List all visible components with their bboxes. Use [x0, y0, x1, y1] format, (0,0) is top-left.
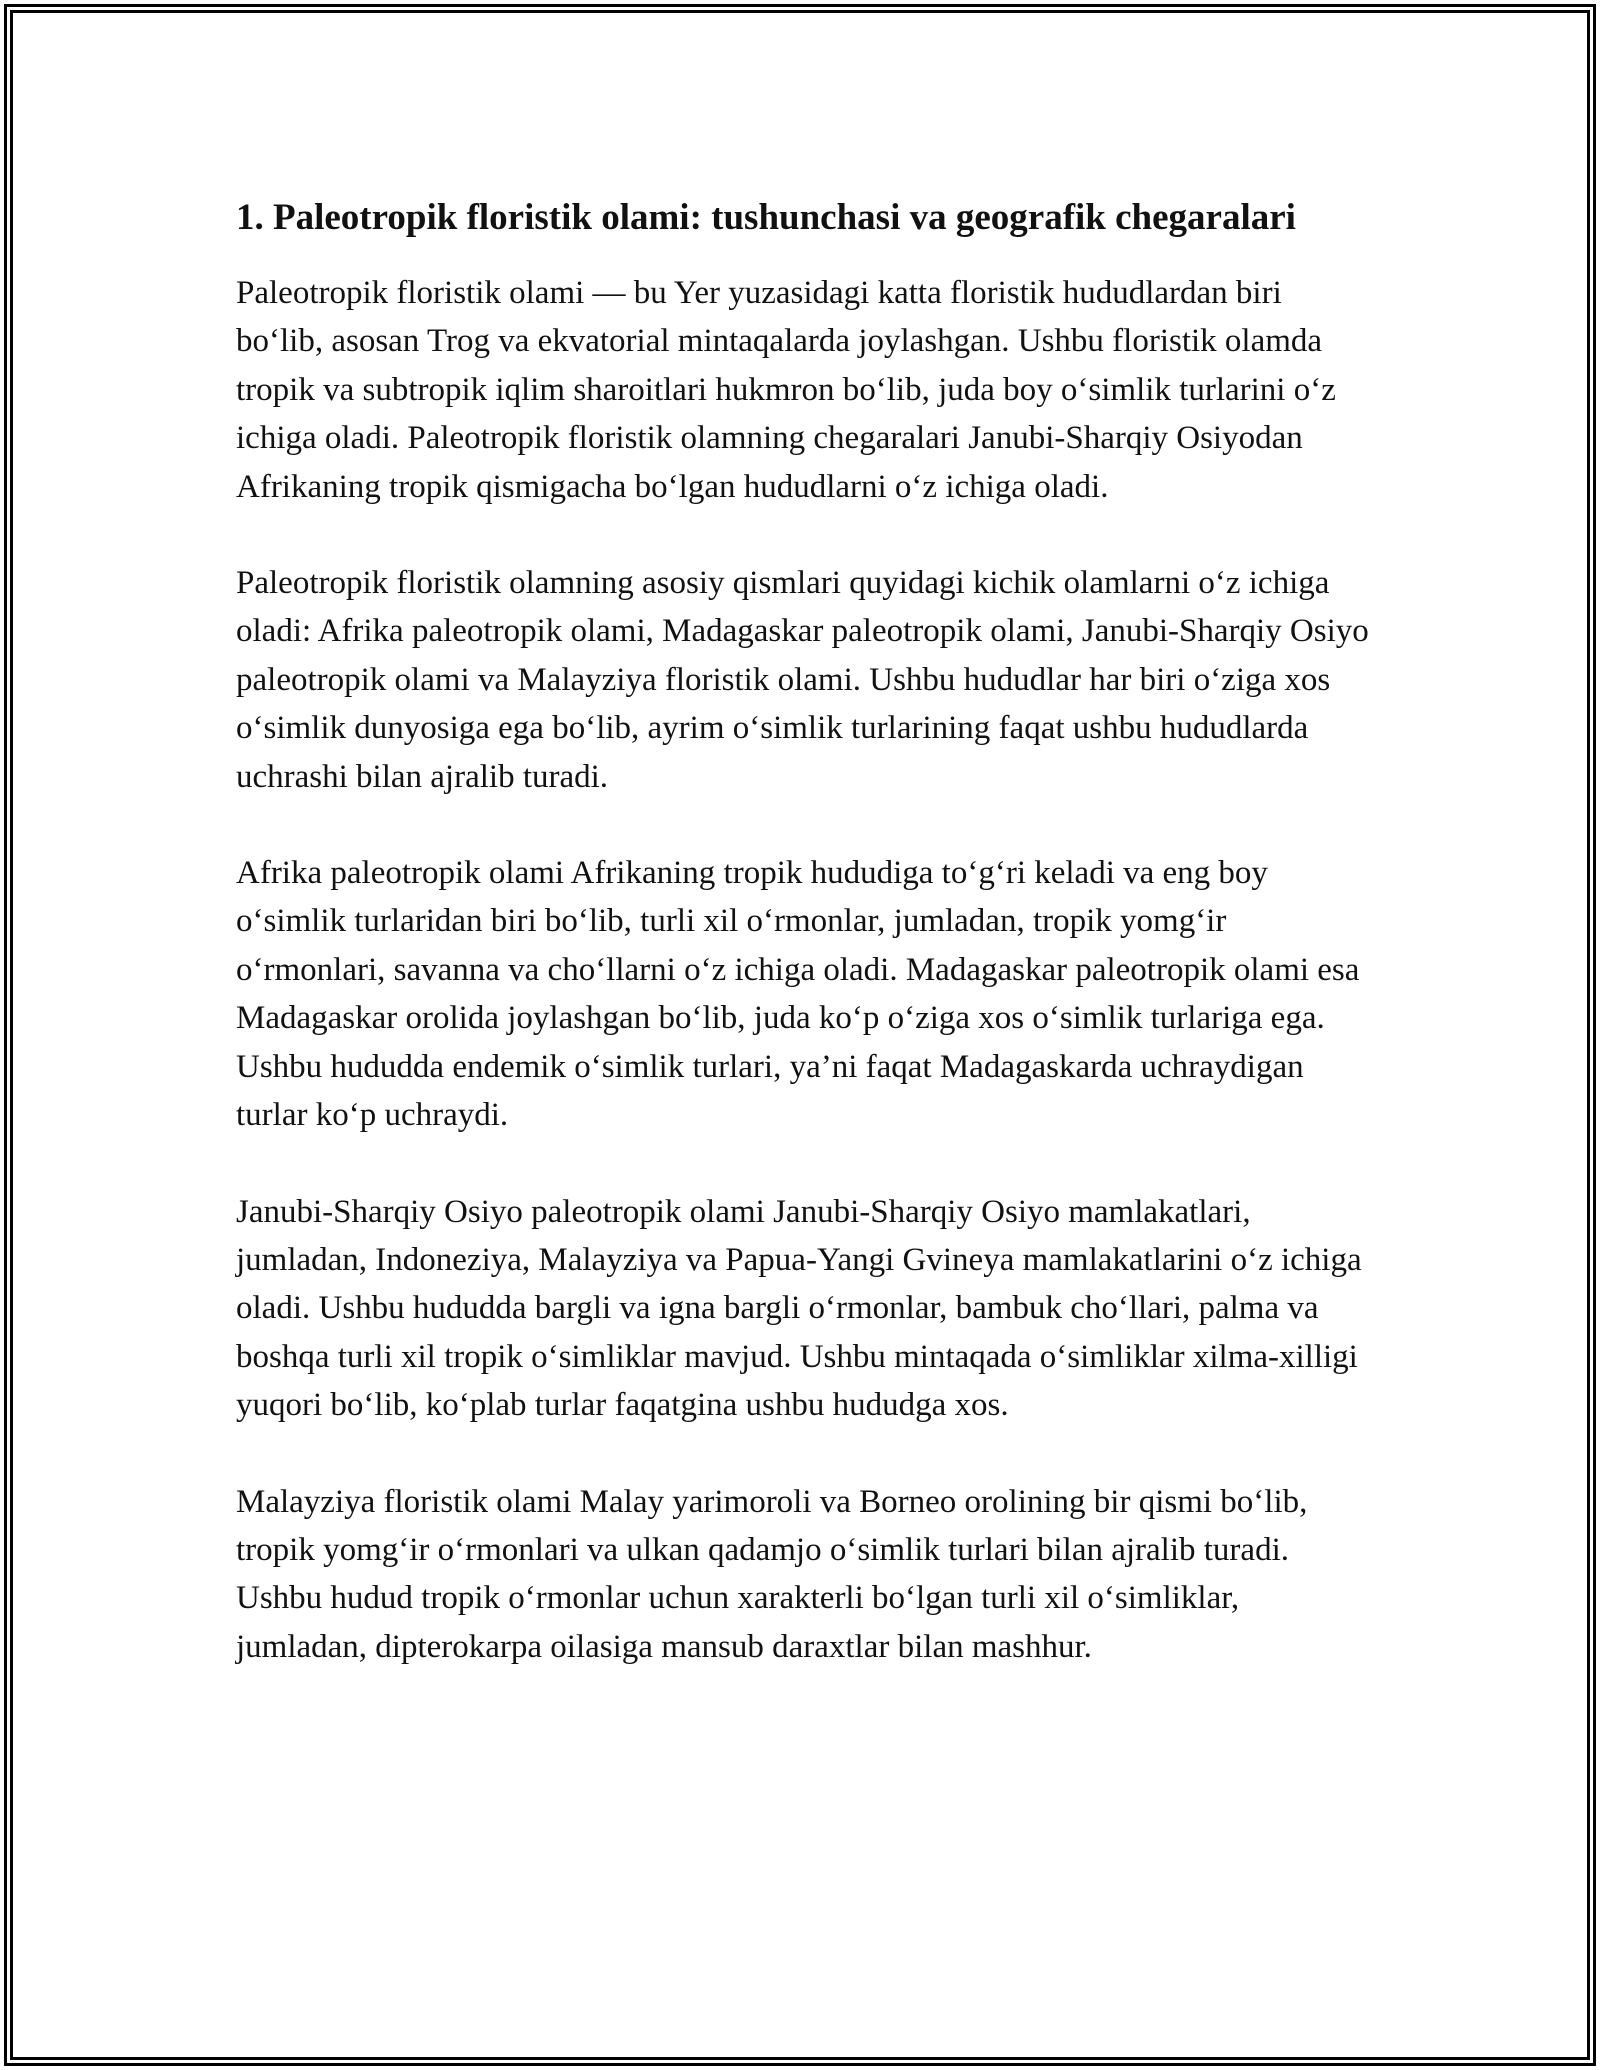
paragraph-southeast-asia: Janubi-Sharqiy Osiyo paleotropik olami Janubi-Sharqiy Osiyo mamlakatlari, jumladan, Indoneziya, Malayziya va Papua-Yangi Gvineya mamlakatlarini o‘z ichiga oladi. Ushbu hududda bargli va igna bargli o‘rmonlar, bambuk cho‘llari, palma va boshqa turli xil tropik o‘simliklar mavjud. Ushbu mintaqada o‘simliklar xilma-xilligi yuqori bo‘lib, ko‘plab turlar faqatgina ushbu hududga xos. [236, 1193, 1362, 1424]
section-heading: 1. Paleotropik floristik olami: tushunchasi va geografik chegaralari [236, 197, 1296, 238]
paragraph-intro: Paleotropik floristik olami — bu Yer yuzasidagi katta floristik hududlardan biri bo‘lib, asosan Trog va ekvatorial mintaqalarda joylashgan. Ushbu floristik olamda tropik va subtropik iqlim sharoitlari hukmron bo‘lib, juda boy o‘simlik turlarini o‘z ichiga oladi. Paleotropik floristik olamning chegaralari Janubi-Sharqiy Osiyodan Afrikaning tropik qismigacha bo‘lgan hududlarni o‘z ichiga oladi. [236, 275, 1336, 505]
paragraph-malaysia: Malayziya floristik olami Malay yarimoroli va Borneo orolining bir qismi bo‘lib, tropik yomg‘ir o‘rmonlari va ulkan qadamjo o‘simlik turlari bilan ajralib turadi. Ushbu hudud tropik o‘rmonlar uchun xarakterli bo‘lgan turli xil o‘simliklar, jumladan, dipterokarpa oilasiga mansub daraxtlar bilan mashhur. [236, 1483, 1308, 1665]
paragraph-africa-madagascar: Afrika paleotropik olami Afrikaning tropik hududiga to‘g‘ri keladi va eng boy o‘simlik turlaridan biri bo‘lib, turli xil o‘rmonlar, jumladan, tropik yomg‘ir o‘rmonlari, savanna va cho‘llarni o‘z ichiga oladi. Madagaskar paleotropik olami esa Madagaskar orolida joylashgan bo‘lib, juda ko‘p o‘ziga xos o‘simlik turlariga ega. Ushbu hududda endemik o‘simlik turlari, ya’ni faqat Madagaskarda uchraydigan turlar ko‘p uchraydi. [236, 855, 1360, 1134]
paragraph-subregions: Paleotropik floristik olamning asosiy qismlari quyidagi kichik olamlarni o‘z ichiga oladi: Afrika paleotropik olami, Madagaskar paleotropik olami, Janubi-Sharqiy Osiyo paleotropik olami va Malayziya floristik olami. Ushbu hududlar har biri o‘ziga xos o‘simlik dunyosiga ega bo‘lib, ayrim o‘simlik turlarining faqat ushbu hududlarda uchrashi bilan ajralib turadi. [236, 565, 1369, 795]
document-body [236, 190, 1376, 1719]
